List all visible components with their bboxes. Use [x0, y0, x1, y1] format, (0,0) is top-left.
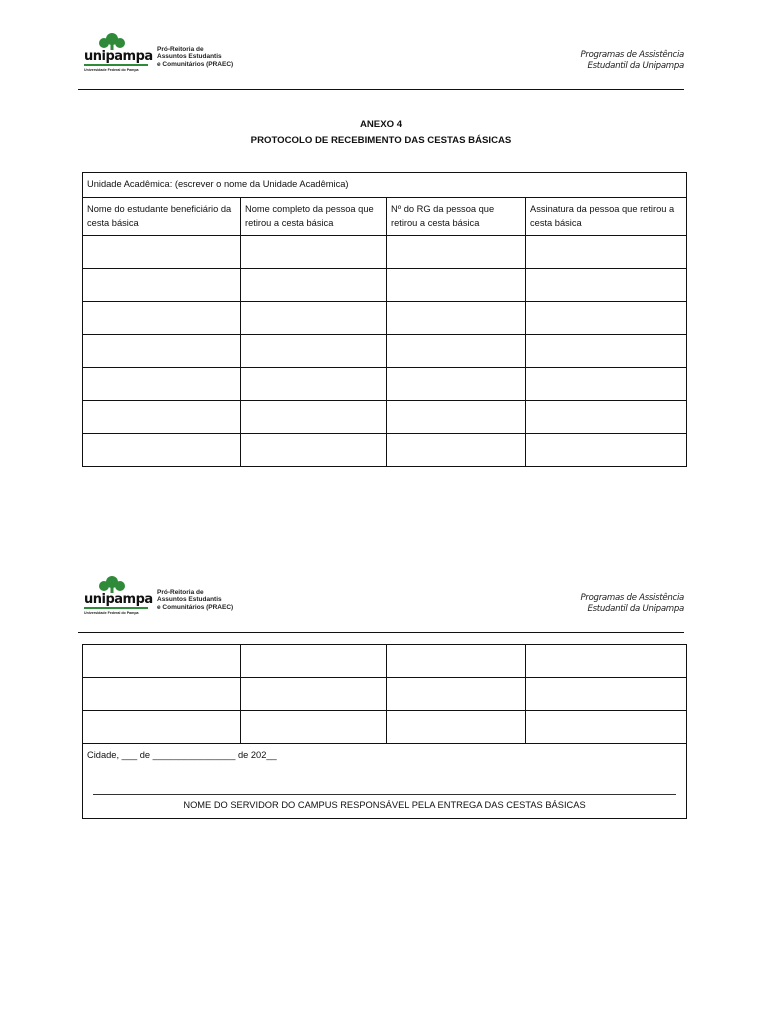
unipampa-logo [81, 577, 251, 621]
unipampa-logo [81, 34, 251, 78]
unit-label: Unidade Acadêmica: (escrever o nome da Unidade Acadêmica) [83, 173, 687, 198]
table-row [83, 269, 687, 302]
empty-cell[interactable] [387, 711, 526, 744]
logo-subtitle: Universidade Federal do Pampa [84, 611, 139, 615]
empty-cell[interactable] [526, 434, 687, 467]
empty-cell[interactable] [241, 269, 387, 302]
empty-cell[interactable] [526, 236, 687, 269]
empty-cell[interactable] [387, 401, 526, 434]
empty-cell[interactable] [83, 401, 241, 434]
program-label: Programas de Assistência Estudantil da Unipampa [580, 593, 684, 614]
table-row [83, 401, 687, 434]
logo-underline [84, 607, 148, 609]
empty-cell[interactable] [526, 645, 687, 678]
unit-row [83, 173, 687, 198]
signature-line [93, 794, 676, 795]
empty-cell[interactable] [387, 645, 526, 678]
empty-cell[interactable] [387, 335, 526, 368]
signature-label: NOME DO SERVIDOR DO CAMPUS RESPONSÁVEL PELA ENTREGA DAS CESTAS BÁSICAS [183, 800, 586, 810]
empty-cell[interactable] [526, 335, 687, 368]
table-row [83, 368, 687, 401]
table-row [83, 678, 687, 711]
table-row [83, 434, 687, 467]
empty-cell[interactable] [387, 269, 526, 302]
empty-cell[interactable] [83, 335, 241, 368]
footer-cell [83, 744, 687, 819]
annex-label: ANEXO 4 [359, 119, 403, 130]
empty-cell[interactable] [526, 368, 687, 401]
table-row [83, 645, 687, 678]
program-label: Programas de Assistência Estudantil da Unipampa [580, 50, 684, 71]
header-rule [78, 632, 684, 633]
empty-cell[interactable] [241, 401, 387, 434]
empty-cell[interactable] [83, 434, 241, 467]
empty-cell[interactable] [526, 678, 687, 711]
praec-label: Pró-Reitoria de Assuntos Estudantis e Comunitários (PRAEC) [157, 46, 234, 68]
empty-cell[interactable] [387, 678, 526, 711]
empty-cell[interactable] [83, 236, 241, 269]
col-signature: Assinatura da pessoa que retirou a cesta básica [526, 198, 687, 236]
empty-cell[interactable] [387, 302, 526, 335]
empty-cell[interactable] [83, 302, 241, 335]
document-title: PROTOCOLO DE RECEBIMENTO DAS CESTAS BÁSICAS [250, 135, 512, 146]
empty-cell[interactable] [241, 368, 387, 401]
page-header-continued [78, 577, 684, 633]
empty-cell[interactable] [387, 434, 526, 467]
col-student-name: Nome do estudante beneficiário da cesta básica [83, 198, 241, 236]
col-recipient-name: Nome completo da pessoa que retirou a cesta básica [241, 198, 387, 236]
table-row [83, 335, 687, 368]
empty-cell[interactable] [241, 645, 387, 678]
empty-cell[interactable] [387, 236, 526, 269]
empty-cell[interactable] [387, 368, 526, 401]
empty-cell[interactable] [241, 335, 387, 368]
empty-cell[interactable] [526, 401, 687, 434]
logo-wordmark: unipampa [84, 49, 153, 64]
receipt-table [82, 172, 687, 467]
empty-cell[interactable] [83, 368, 241, 401]
table-row [83, 302, 687, 335]
page-header [78, 34, 684, 90]
table-row [83, 236, 687, 269]
table-row [83, 711, 687, 744]
table-header-row [83, 198, 687, 236]
empty-cell[interactable] [526, 711, 687, 744]
empty-cell[interactable] [83, 711, 241, 744]
logo-subtitle: Universidade Federal do Pampa [84, 68, 139, 72]
empty-cell[interactable] [241, 236, 387, 269]
empty-cell[interactable] [526, 269, 687, 302]
empty-cell[interactable] [83, 269, 241, 302]
empty-cell[interactable] [241, 434, 387, 467]
col-rg-number: Nº do RG da pessoa que retirou a cesta básica [387, 198, 526, 236]
empty-cell[interactable] [526, 302, 687, 335]
date-line[interactable]: Cidade, ___ de ________________ de 202__ [87, 750, 277, 760]
empty-cell[interactable] [241, 302, 387, 335]
praec-label: Pró-Reitoria de Assuntos Estudantis e Comunitários (PRAEC) [157, 589, 234, 611]
empty-cell[interactable] [241, 711, 387, 744]
logo-wordmark: unipampa [84, 592, 153, 607]
empty-cell[interactable] [241, 678, 387, 711]
header-rule [78, 89, 684, 90]
logo-underline [84, 64, 148, 66]
receipt-table-continued [82, 644, 687, 819]
footer-row [83, 744, 687, 819]
empty-cell[interactable] [83, 645, 241, 678]
empty-cell[interactable] [83, 678, 241, 711]
